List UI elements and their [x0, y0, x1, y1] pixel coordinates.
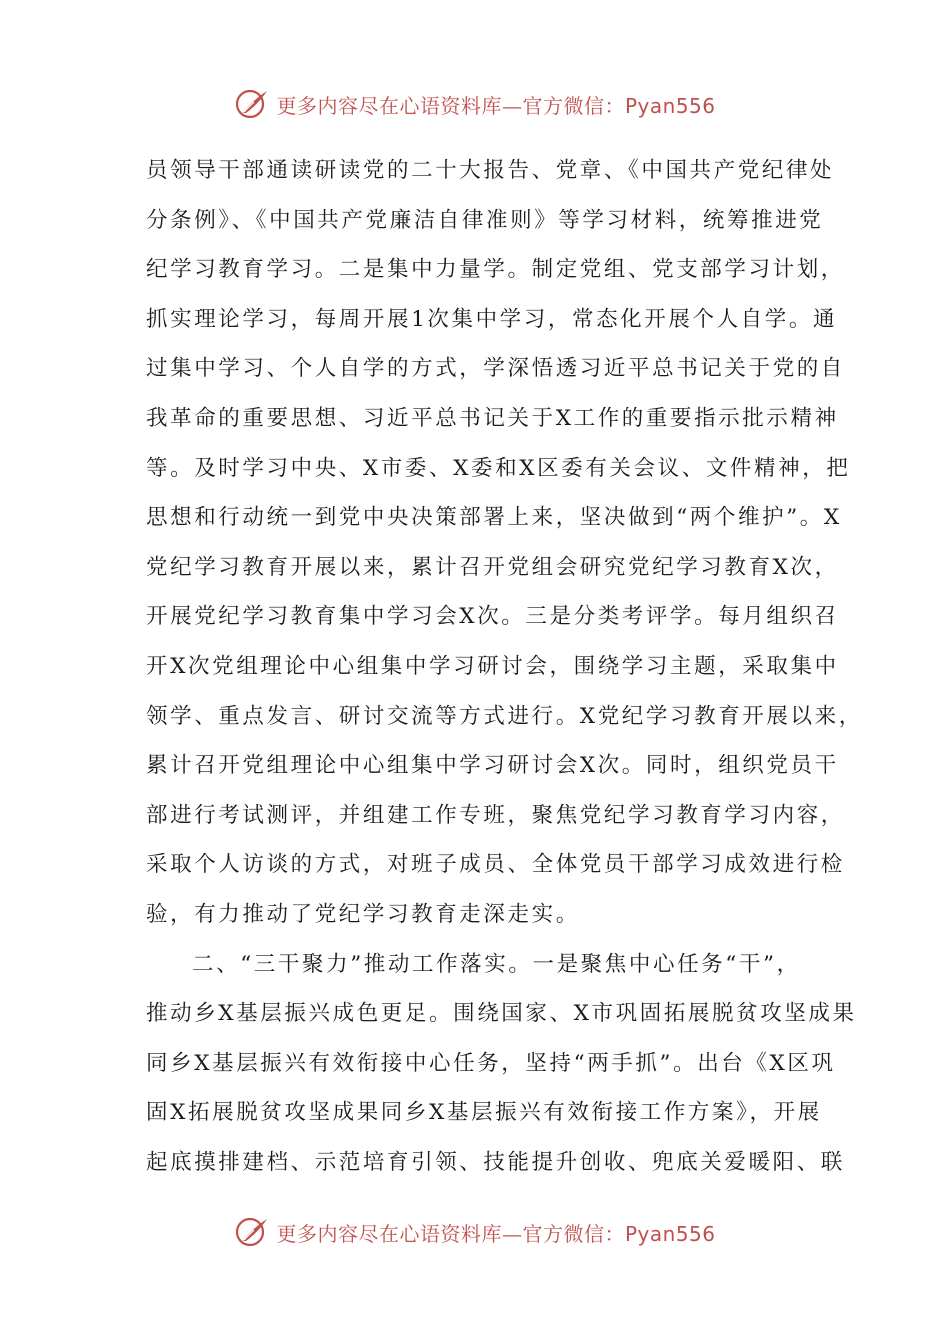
quill-logo-icon: [234, 1214, 270, 1250]
body-line: 党纪学习教育开展以来，累计召开党组会研究党纪学习教育X次，: [146, 554, 839, 580]
body-line: 开展党纪学习教育集中学习会X次。三是分类考评学。每月组织召: [146, 604, 839, 630]
section-heading-line: 二、“三干聚力”推动工作落实。一是聚焦中心任务“干”，: [192, 951, 801, 977]
body-line: 纪学习教育学习。二是集中力量学。制定党组、党支部学习计划，: [146, 257, 845, 283]
body-line: 采取个人访谈的方式，对班子成员、全体党员干部学习成效进行检: [146, 852, 845, 878]
body-line: 领学、重点发言、研讨交流等方式进行。X党纪学习教育开展以来，: [146, 703, 863, 729]
body-line: 开X次党组理论中心组集中学习研讨会，围绕学习主题，采取集中: [146, 653, 839, 679]
body-line: 员领导干部通读研读党的二十大报告、党章、《中国共产党纪律处: [146, 158, 835, 183]
body-line: 同乡X基层振兴有效衔接中心任务，坚持“两手抓”。出台《X区巩: [146, 1050, 836, 1076]
body-line: 过集中学习、个人自学的方式，学深悟透习近平总书记关于党的自: [146, 356, 845, 382]
body-line: 等。及时学习中央、X市委、X委和X区委有关会议、文件精神，把: [146, 455, 851, 481]
watermark-header: [0, 82, 950, 126]
watermark-text: 更多内容尽在心语资料库—官方微信：Pyan556: [276, 93, 716, 118]
body-line: 抓实理论学习，每周开展1次集中学习，常态化开展个人自学。通: [146, 306, 838, 332]
body-line: 推动乡X基层振兴成色更足。围绕国家、X市巩固拓展脱贫攻坚成果: [146, 1001, 857, 1027]
body-line: 固X拓展脱贫攻坚成果同乡X基层振兴有效衔接工作方案》，开展: [146, 1100, 822, 1126]
body-line: 累计召开党组理论中心组集中学习研讨会X次。同时，组织党员干: [146, 753, 839, 779]
watermark-text: 更多内容尽在心语资料库—官方微信：Pyan556: [276, 1221, 716, 1246]
body-line: 部进行考试测评，并组建工作专班，聚焦党纪学习教育学习内容，: [146, 802, 845, 828]
quill-logo-icon: [234, 86, 270, 122]
body-line: 思想和行动统一到党中央决策部署上来，坚决做到“两个维护”。X: [146, 505, 842, 531]
body-line: 验，有力推动了党纪学习教育走深走实。: [146, 901, 580, 927]
watermark-footer: [0, 1210, 950, 1254]
body-line: 我革命的重要思想、习近平总书记关于X工作的重要指示批示精神: [146, 405, 839, 431]
document-body: [146, 146, 863, 1187]
body-line: 分条例》、《中国共产党廉洁自律准则》等学习材料，统筹推进党: [146, 207, 824, 233]
body-line: 起底摸排建档、示范培育引领、技能提升创收、兜底关爱暖阳、联: [146, 1149, 845, 1175]
